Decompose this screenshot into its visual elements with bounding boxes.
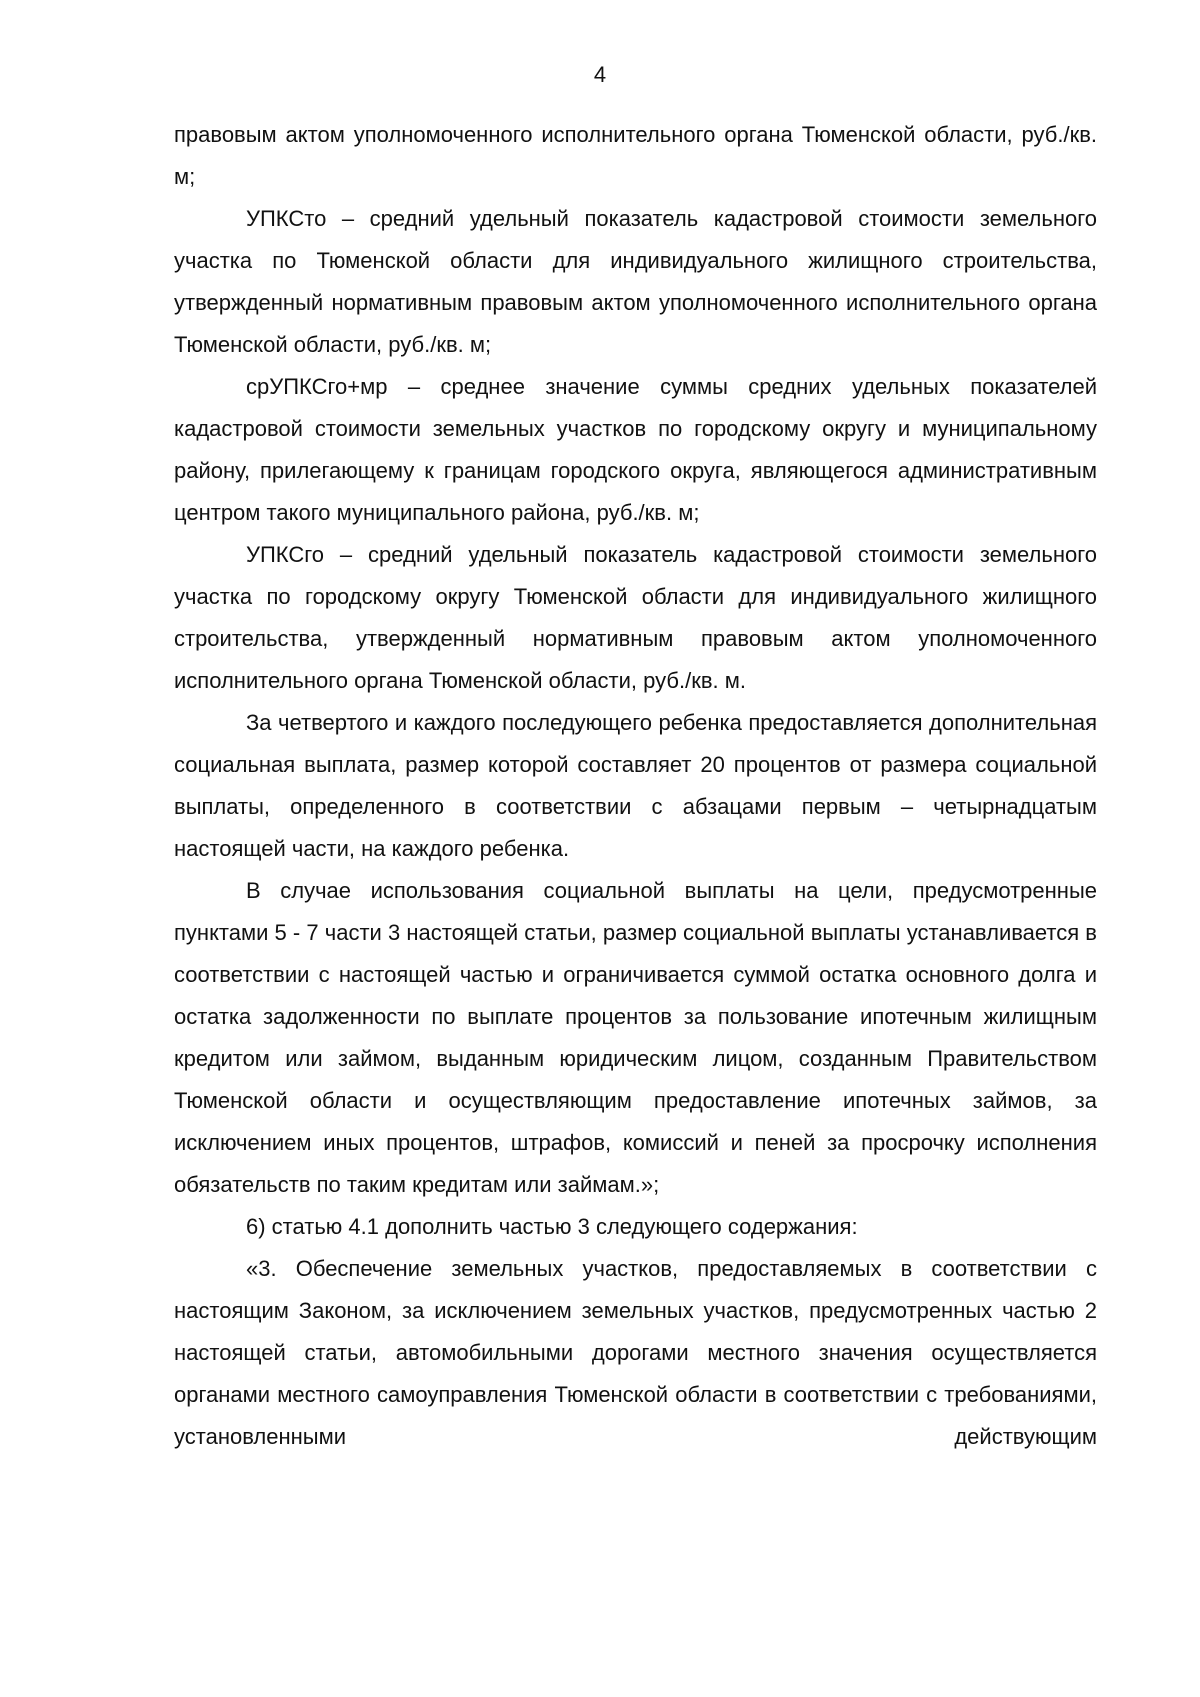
paragraph-upksgo-definition: УПКСго – средний удельный показатель кадастровой стоимости земельного участка по городскому округу Тюменской области для индивидуального жилищного строительства, утвержденный нормативным правовым актом уполномоченного исполнительного органа Тюменской области, руб./кв. м. (174, 542, 1097, 693)
page-number: 4 (593, 62, 607, 87)
paragraph-continuation: правовым актом уполномоченного исполнительного органа Тюменской области, руб./кв. м; (174, 122, 1097, 189)
paragraph-part-3-text: «3. Обеспечение земельных участков, предоставляемых в соответствии с настоящим Законом, за исключением земельных участков, предусмотренных частью 2 настоящей статьи, автомобильными дорогами местного значения осуществляется органами местного самоуправления Тюменской области в соответствии с требованиями, установленными действующим (174, 1256, 1097, 1449)
paragraph-srupksgo-mr-definition: срУПКСго+мр – среднее значение суммы средних удельных показателей кадастровой стоимости земельных участков по городскому округу и муниципальному району, прилегающему к границам городского округа, являющегося административным центром такого муниципального района, руб./кв. м; (174, 374, 1097, 525)
paragraph-additional-payment: За четвертого и каждого последующего ребенка предоставляется дополнительная социальная выплата, размер которой составляет 20 процентов от размера социальной выплаты, определенного в соответствии с абзацами первым – четырнадцатым настоящей части, на каждого ребенка. (174, 710, 1097, 861)
paragraph-upksto-definition: УПКСто – средний удельный показатель кадастровой стоимости земельного участка по Тюменской области для индивидуального жилищного строительства, утвержденный нормативным правовым актом уполномоченного исполнительного органа Тюменской области, руб./кв. м; (174, 206, 1097, 357)
document-body (174, 114, 1097, 1458)
paragraph-amendment-article-4-1: 6) статью 4.1 дополнить частью 3 следующего содержания: (246, 1214, 858, 1239)
paragraph-mortgage-use: В случае использования социальной выплаты на цели, предусмотренные пунктами 5 - 7 части 3 настоящей статьи, размер социальной выплаты устанавливается в соответствии с настоящей частью и ограничивается суммой остатка основного долга и остатка задолженности по выплате процентов за пользование ипотечным жилищным кредитом или займом, выданным юридическим лицом, созданным Правительством Тюменской области и осуществляющим предоставление ипотечных займов, за исключением иных процентов, штрафов, комиссий и пеней за просрочку исполнения обязательств по таким кредитам или займам.»; (174, 878, 1097, 1197)
